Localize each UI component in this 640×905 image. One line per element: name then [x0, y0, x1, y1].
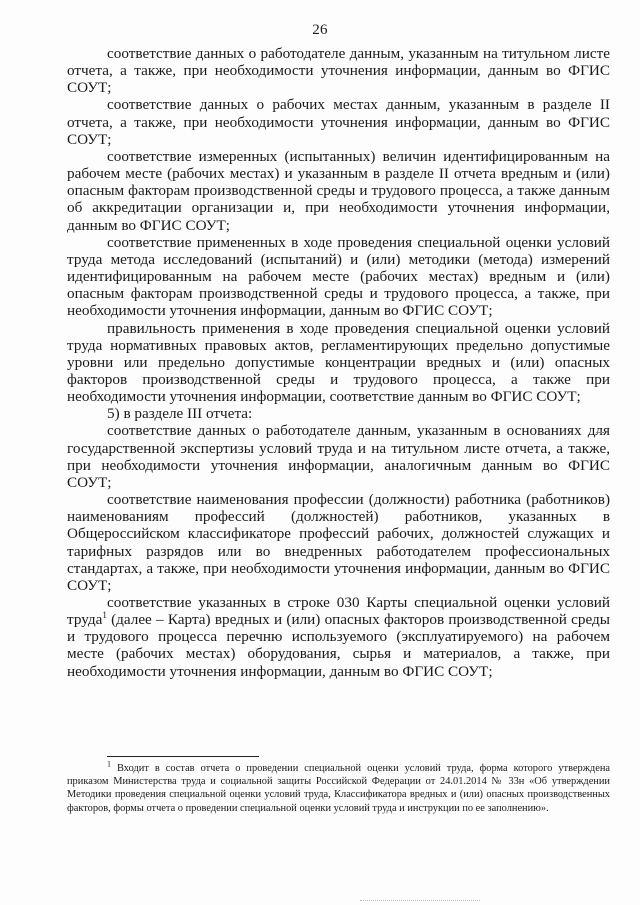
paragraph: соответствие наименования профессии (должности) работника (работников) наименованиям профессий (должностей) работников, указанных в Общероссийском классификаторе профессий рабочих, должностей служащих и тарифных разрядов или во внедренных работодателем профессиональных стандартах, а также, при необходимости уточнения информации, данным во ФГИС СОУТ;: [67, 491, 610, 594]
body-text: [67, 45, 610, 680]
footnote-text: Входит в состав отчета о проведении специальной оценки условий труда, форма которого утверждена приказом Министерства труда и социальной защиты Российской Федерации от 24.01.2014 № 33н «Об утверждении Методики проведения специальной оценки условий труда, Классификатора вредных и (или) опасных производственных факторов, формы отчета о проведении специальной оценки условий труда и инструкции по ее заполнению».: [67, 763, 610, 814]
footnote-separator: [107, 756, 259, 757]
paragraph-with-footnote: [67, 594, 610, 680]
paragraph-text: (далее – Карта) вредных и (или) опасных факторов производственной среды и трудового процесса перечню используемого (эксплуатируемого) на рабочем месте (рабочих местах) оборудования, сырья и материалов, а также, при необходимости уточнения информации, данным во ФГИС СОУТ;: [67, 611, 610, 680]
section-heading: 5) в разделе III отчета:: [107, 405, 253, 423]
paragraph: соответствие примененных в ходе проведения специальной оценки условий труда метода исследований (испытаний) и (или) методики (метода) измерений идентифицированным на рабочем месте (рабочих местах) вредным и (или) опасным факторам производственной среды и трудового процесса, а также, при необходимости уточнения информации, данным во ФГИС СОУТ;: [67, 233, 610, 320]
scan-artifact: [596, 432, 604, 433]
footnote-reference[interactable]: 1: [102, 610, 107, 621]
paragraph: соответствие данных о работодателе данным, указанным на титульном листе отчета, а также, при необходимости уточнения информации, данным во ФГИС СОУТ;: [67, 45, 610, 97]
scan-artifact: [360, 900, 480, 901]
footnote-mark: 1: [107, 759, 111, 769]
page-number: 26: [312, 22, 328, 38]
paragraph-text: соответствие указанных в строке 030 Карты специальной оценки условий труда: [67, 594, 610, 629]
paragraph: соответствие измеренных (испытанных) величин идентифицированным на рабочем месте (рабочих местах) и указанным в разделе II отчета вредным и (или) опасным факторам производственной среды и трудового процесса, а также данным об аккредитации организации и, при необходимости уточнения информации, данным во ФГИС СОУТ;: [67, 147, 610, 234]
footnote: [67, 759, 610, 815]
paragraph: соответствие данных о работодателе данным, указанным в основаниях для государственной экспертизы условий труда и на титульном листе отчета, а также, при необходимости уточнения информации, аналогичным данным во ФГИС СОУТ;: [67, 422, 610, 491]
paragraph: правильность применения в ходе проведения специальной оценки условий труда нормативных правовых актов, регламентирующих предельно допустимые уровни или предельно допустимые концентрации вредных и (или) опасных факторов производственной среды и трудового процесса, а также при необходимости уточнения информации, соответствие данным во ФГИС СОУТ;: [67, 319, 610, 406]
paragraph: соответствие данных о рабочих местах данным, указанным в разделе II отчета, а также, при необходимости уточнения информации, данным во ФГИС СОУТ;: [67, 96, 610, 148]
